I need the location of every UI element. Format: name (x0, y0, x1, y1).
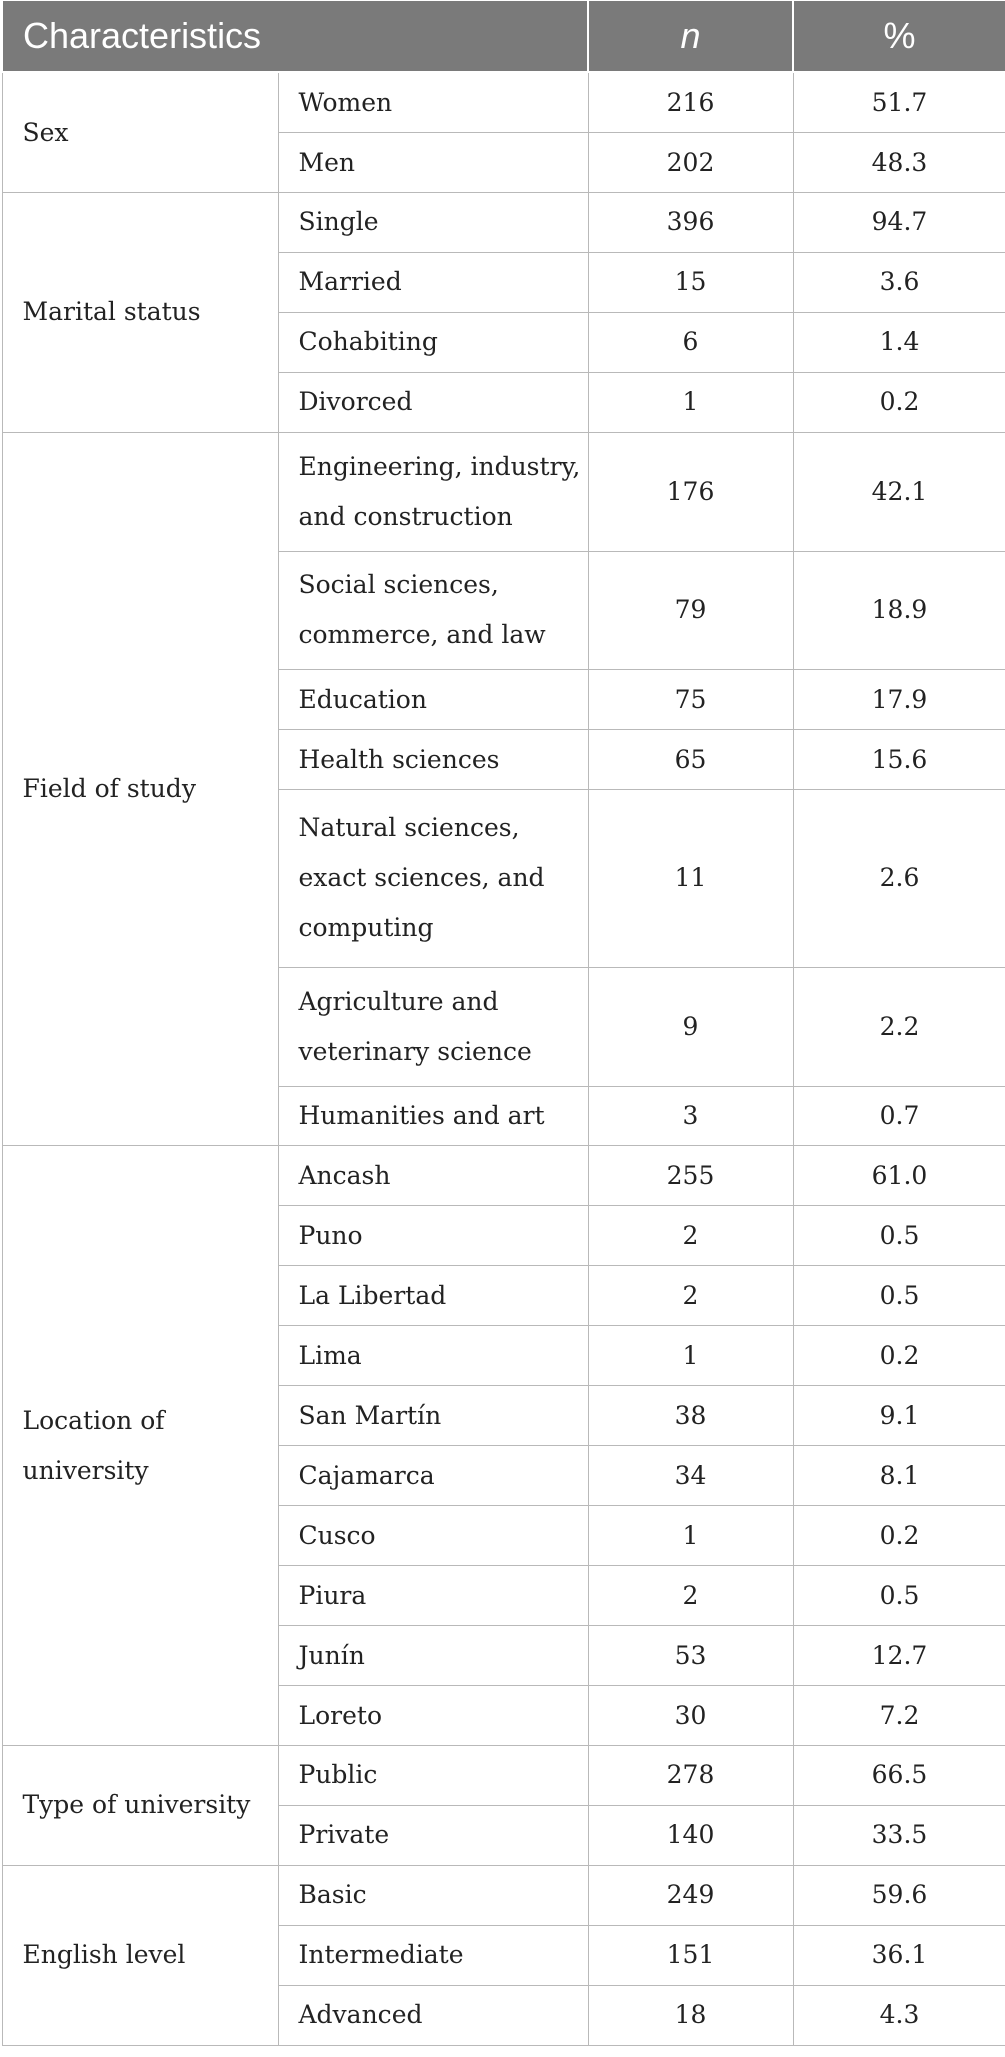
n-cell: 38 (588, 1386, 793, 1446)
percent-cell: 0.2 (793, 1506, 1005, 1566)
n-cell: 34 (588, 1446, 793, 1506)
percent-cell: 1.4 (793, 312, 1005, 372)
subcategory-cell: La Libertad (278, 1266, 588, 1326)
group-label: Field of study (2, 432, 278, 1146)
percent-cell: 0.5 (793, 1566, 1005, 1626)
n-cell: 255 (588, 1146, 793, 1206)
percent-cell: 33.5 (793, 1805, 1005, 1865)
n-cell: 249 (588, 1865, 793, 1925)
n-cell: 75 (588, 670, 793, 730)
subcategory-cell: Agriculture and veterinary science (278, 967, 588, 1086)
n-cell: 11 (588, 790, 793, 968)
n-cell: 278 (588, 1745, 793, 1805)
percent-cell: 18.9 (793, 551, 1005, 670)
n-cell: 151 (588, 1925, 793, 1985)
n-cell: 6 (588, 312, 793, 372)
header-percent: % (793, 1, 1005, 72)
group-label: Sex (2, 72, 278, 193)
n-cell: 53 (588, 1626, 793, 1686)
n-cell: 2 (588, 1266, 793, 1326)
n-cell: 2 (588, 1566, 793, 1626)
group-label: Marital status (2, 193, 278, 433)
percent-cell: 66.5 (793, 1745, 1005, 1805)
subcategory-cell: Natural sciences, exact sciences, and computing (278, 790, 588, 968)
n-cell: 396 (588, 193, 793, 253)
subcategory-cell: Married (278, 252, 588, 312)
n-cell: 79 (588, 551, 793, 670)
subcategory-cell: Education (278, 670, 588, 730)
percent-cell: 3.6 (793, 252, 1005, 312)
percent-cell: 15.6 (793, 730, 1005, 790)
n-cell: 1 (588, 372, 793, 432)
subcategory-cell: San Martín (278, 1386, 588, 1446)
percent-cell: 61.0 (793, 1146, 1005, 1206)
subcategory-cell: Basic (278, 1865, 588, 1925)
n-cell: 65 (588, 730, 793, 790)
table-row (2, 1146, 1005, 1206)
subcategory-cell: Piura (278, 1566, 588, 1626)
percent-cell: 17.9 (793, 670, 1005, 730)
group-label: Location of university (2, 1146, 278, 1746)
n-cell: 2 (588, 1206, 793, 1266)
n-cell: 18 (588, 1985, 793, 2045)
subcategory-cell: Divorced (278, 372, 588, 432)
group-label: English level (2, 1865, 278, 2045)
table-row (2, 1745, 1005, 1805)
percent-cell: 9.1 (793, 1386, 1005, 1446)
header-n: n (588, 1, 793, 72)
percent-cell: 2.2 (793, 967, 1005, 1086)
subcategory-cell: Men (278, 133, 588, 193)
n-cell: 3 (588, 1086, 793, 1146)
percent-cell: 59.6 (793, 1865, 1005, 1925)
table-row (2, 432, 1005, 551)
n-cell: 216 (588, 72, 793, 133)
percent-cell: 0.2 (793, 372, 1005, 432)
table-row (2, 1865, 1005, 1925)
n-cell: 1 (588, 1326, 793, 1386)
subcategory-cell: Private (278, 1805, 588, 1865)
subcategory-cell: Puno (278, 1206, 588, 1266)
table-row (2, 193, 1005, 253)
percent-cell: 0.2 (793, 1326, 1005, 1386)
subcategory-cell: Health sciences (278, 730, 588, 790)
n-cell: 176 (588, 432, 793, 551)
table-body (2, 72, 1005, 2046)
percent-cell: 36.1 (793, 1925, 1005, 1985)
subcategory-cell: Humanities and art (278, 1086, 588, 1146)
n-cell: 202 (588, 133, 793, 193)
subcategory-cell: Cajamarca (278, 1446, 588, 1506)
subcategory-cell: Junín (278, 1626, 588, 1686)
subcategory-cell: Engineering, industry, and construction (278, 432, 588, 551)
percent-cell: 51.7 (793, 72, 1005, 133)
n-cell: 15 (588, 252, 793, 312)
n-cell: 9 (588, 967, 793, 1086)
subcategory-cell: Women (278, 72, 588, 133)
percent-cell: 0.5 (793, 1206, 1005, 1266)
subcategory-cell: Lima (278, 1326, 588, 1386)
subcategory-cell: Intermediate (278, 1925, 588, 1985)
percent-cell: 2.6 (793, 790, 1005, 968)
subcategory-cell: Ancash (278, 1146, 588, 1206)
subcategory-cell: Cusco (278, 1506, 588, 1566)
characteristics-table (1, 1, 1005, 2046)
percent-cell: 42.1 (793, 432, 1005, 551)
percent-cell: 94.7 (793, 193, 1005, 253)
percent-cell: 7.2 (793, 1686, 1005, 1746)
subcategory-cell: Cohabiting (278, 312, 588, 372)
n-cell: 140 (588, 1805, 793, 1865)
percent-cell: 0.5 (793, 1266, 1005, 1326)
group-label: Type of university (2, 1745, 278, 1865)
n-cell: 30 (588, 1686, 793, 1746)
subcategory-cell: Public (278, 1745, 588, 1805)
percent-cell: 12.7 (793, 1626, 1005, 1686)
table-header-row (2, 1, 1005, 72)
table-row (2, 72, 1005, 133)
subcategory-cell: Advanced (278, 1985, 588, 2045)
percent-cell: 48.3 (793, 133, 1005, 193)
header-characteristics: Characteristics (2, 1, 588, 72)
n-cell: 1 (588, 1506, 793, 1566)
percent-cell: 4.3 (793, 1985, 1005, 2045)
subcategory-cell: Single (278, 193, 588, 253)
subcategory-cell: Social sciences, commerce, and law (278, 551, 588, 670)
percent-cell: 8.1 (793, 1446, 1005, 1506)
percent-cell: 0.7 (793, 1086, 1005, 1146)
subcategory-cell: Loreto (278, 1686, 588, 1746)
